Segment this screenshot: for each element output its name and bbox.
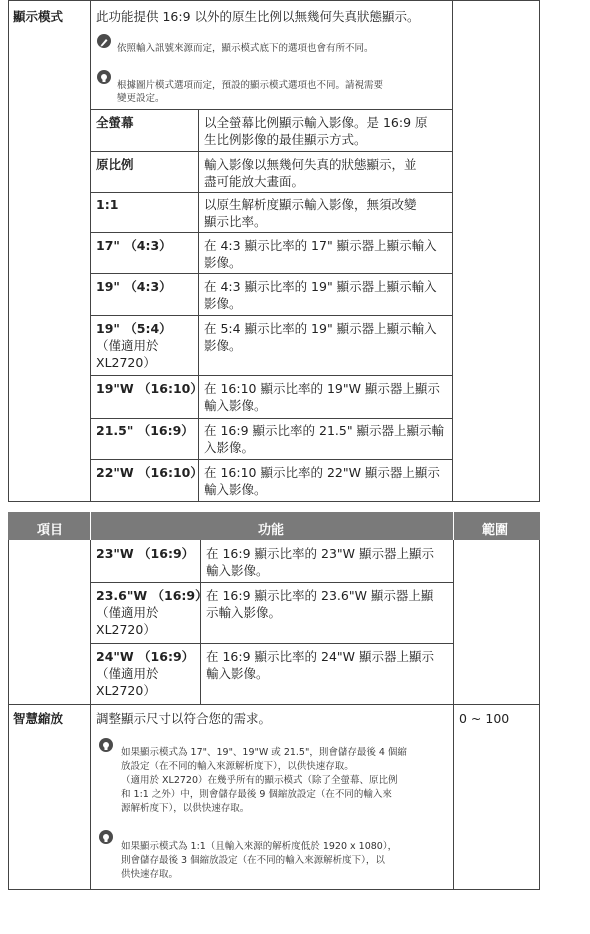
table-border-bottom (8, 889, 540, 890)
mode-name-19-54-note: （僅適用於 (96, 338, 159, 353)
row-line (90, 643, 454, 644)
mode-desc-19-cont: 影像。 (204, 296, 242, 311)
header-function: 功能 (258, 523, 285, 538)
row-line (90, 582, 454, 583)
display-mode-intro: 此功能提供 16:9 以外的原生比例以無幾何失真狀態顯示。 (96, 9, 420, 24)
mode-name-23w: 23"W （16:9） (96, 546, 195, 561)
mode-desc-19w: 在 16:10 顯示比率的 19"W 顯示器上顯示 (204, 381, 440, 396)
table-border-left (8, 0, 9, 502)
mode-name-24w: 24"W （16:9） (96, 649, 195, 664)
row-line (90, 375, 453, 376)
smart-note-1-line-5: 源解析度下），以供快速存取。 (121, 803, 250, 814)
table-border-left (8, 540, 9, 890)
header-item: 項目 (37, 523, 64, 538)
mode-name-19-54: 19" （5:4） (96, 321, 172, 336)
mode-desc-17-cont: 影像。 (204, 255, 242, 270)
display-mode-note-2-cont: 變更設定。 (117, 93, 165, 104)
mode-name-24w-model: XL2720） (96, 683, 156, 698)
mode-name-19: 19" （4:3） (96, 279, 172, 294)
mode-name-19w: 19"W （16:10） (96, 381, 203, 396)
tip-bulb-icon (97, 70, 111, 84)
mode-desc-24w-cont: 輸入影像。 (206, 666, 269, 681)
inner-column-divider (200, 540, 201, 704)
smart-note-1-line-3: （適用於 XL2720）在幾乎所有的顯示模式（除了全螢幕、原比例 (121, 775, 398, 786)
mode-desc-22w-cont: 輸入影像。 (204, 482, 267, 497)
smart-scaling-range: 0 ~ 100 (459, 711, 510, 726)
mode-desc-24w: 在 16:9 顯示比率的 24"W 顯示器上顯示 (206, 649, 434, 664)
mode-desc-215-cont: 入影像。 (204, 440, 255, 455)
mode-name-236w-model: XL2720） (96, 622, 156, 637)
table-border-bottom (8, 501, 540, 502)
mode-desc-full: 以全螢幕比例顯示輸入影像。是 16:9 原 (204, 115, 428, 130)
pencil-note-icon (97, 34, 111, 48)
mode-name-19-54-model: XL2720） (96, 355, 156, 370)
smart-note-1-line-1: 如果顯示模式為 17"、19"、19"W 或 21.5"，則會儲存最後 4 個縮 (121, 747, 407, 758)
smart-note-2-line-2: 則會儲存最後 3 個縮放設定（在不同的輸入來源解析度下），以 (121, 855, 385, 866)
smart-scaling-desc: 調整顯示尺寸以符合您的需求。 (96, 711, 272, 726)
mode-name-1to1: 1:1 (96, 197, 119, 212)
table-column-divider (90, 0, 91, 502)
row-line (8, 704, 540, 705)
smart-note-1-line-4: 和 1:1 之外）中，則會儲存最後 9 個縮放設定（在不同的輸入來 (121, 789, 392, 800)
mode-desc-19w-cont: 輸入影像。 (204, 398, 267, 413)
mode-name-236w: 23.6"W （16:9） (96, 588, 208, 603)
smart-scaling-label: 智慧縮放 (13, 711, 64, 726)
mode-name-236w-note: （僅適用於 (96, 605, 159, 620)
display-mode-note-1: 依照輸入訊號來源而定，顯示模式底下的選項也會有所不同。 (117, 43, 374, 54)
mode-desc-215: 在 16:9 顯示比率的 21.5" 顯示器上顯示輸 (204, 423, 445, 438)
mode-desc-aspect: 輸入影像以無幾何失真的狀態顯示，並 (204, 157, 417, 172)
mode-desc-23w: 在 16:9 顯示比率的 23"W 顯示器上顯示 (206, 546, 434, 561)
tip-bulb-icon (99, 738, 113, 752)
mode-desc-1to1: 以原生解析度顯示輸入影像，無須改變 (204, 197, 417, 212)
mode-desc-19-54-cont: 影像。 (204, 338, 242, 353)
table-column-divider (453, 540, 454, 890)
mode-desc-236w-cont: 示輸入影像。 (206, 605, 282, 620)
smart-note-2-line-1: 如果顯示模式為 1:1（且輸入來源的解析度低於 1920 x 1080）， (121, 841, 398, 852)
smart-note-2-line-3: 供快速存取。 (121, 869, 179, 880)
table-column-divider (90, 540, 91, 890)
mode-desc-1to1-cont: 顯示比率。 (204, 214, 267, 229)
row-line (90, 232, 453, 233)
mode-desc-23w-cont: 輸入影像。 (206, 563, 269, 578)
mode-name-aspect: 原比例 (96, 157, 134, 172)
smart-note-1-line-2: 放設定（在不同的輸入來源解析度下），以供快速存取。 (121, 761, 354, 772)
table-border-right (539, 540, 540, 890)
display-mode-label: 顯示模式 (13, 9, 64, 24)
mode-desc-236w: 在 16:9 顯示比率的 23.6"W 顯示器上顯 (206, 588, 434, 603)
row-line (90, 273, 453, 274)
header-range: 範圍 (482, 523, 509, 538)
table-border-top (8, 0, 540, 1)
mode-desc-full-cont: 生比例影像的最佳顯示方式。 (204, 132, 367, 147)
row-line (90, 418, 453, 419)
mode-name-24w-note: （僅適用於 (96, 666, 159, 681)
display-mode-note-2: 根據圖片模式選項而定，預設的顯示模式選項也不同。請視需要 (117, 80, 384, 91)
row-line (90, 459, 453, 460)
row-line (90, 151, 453, 152)
header-divider (453, 512, 454, 540)
row-line (90, 315, 453, 316)
mode-name-22w: 22"W （16:10） (96, 465, 203, 480)
mode-desc-aspect-cont: 盡可能放大畫面。 (204, 174, 305, 189)
mode-desc-19-54: 在 5:4 顯示比率的 19" 顯示器上顯示輸入 (204, 321, 437, 336)
mode-name-215: 21.5" （16:9） (96, 423, 194, 438)
mode-name-17: 17" （4:3） (96, 238, 172, 253)
row-line (90, 109, 453, 110)
table-border-right (539, 0, 540, 502)
mode-name-full: 全螢幕 (96, 115, 134, 130)
tip-bulb-icon (99, 830, 113, 844)
header-divider (90, 512, 91, 540)
mode-desc-17: 在 4:3 顯示比率的 17" 顯示器上顯示輸入 (204, 238, 437, 253)
table-column-divider (452, 0, 453, 502)
row-line (90, 192, 453, 193)
mode-desc-22w: 在 16:10 顯示比率的 22"W 顯示器上顯示 (204, 465, 440, 480)
mode-desc-19: 在 4:3 顯示比率的 19" 顯示器上顯示輸入 (204, 279, 437, 294)
inner-column-divider (198, 109, 199, 502)
